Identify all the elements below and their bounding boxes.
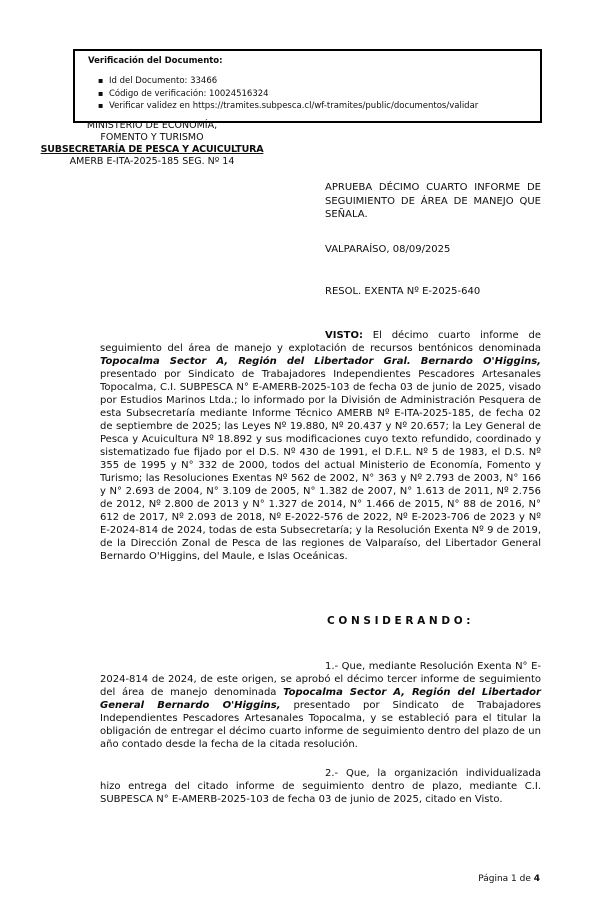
paragraph-1-text-a: 1.- Que, mediante Resolución Exenta N° E-2024-814 de 2024, de este origen, se aprobó el décimo tercer informe de seguimiento del área de manejo denominada [100,661,541,698]
page-footer [478,874,540,884]
ministry-line-1: MINISTERIO DE ECONOMÍA, [86,120,218,131]
ministry-line-2: FOMENTO Y TURISMO [100,132,204,143]
amerb-area-name: Topocalma Sector A, Región del Libertador General Bernardo O'Higgins, [100,687,541,711]
page-number-label: Página 1 de [478,874,534,884]
verification-item-code [98,88,532,101]
visto-text-a: El décimo cuarto informe de seguimiento del área de manejo y explotación de recursos bentónicos denominada [100,330,541,354]
bullet-icon: ▪ [98,76,104,85]
amerb-area-name: Topocalma Sector A, Región del Libertador Gral. Bernardo O'Higgins, [100,356,541,367]
visto-paragraph [100,329,541,563]
place-date: VALPARAÍSO, 08/09/2025 [325,244,451,255]
paragraph-2-text: 2.- Que, la organización individualizada hizo entrega del citado informe de seguimiento dentro de plazo, mediante C.I. SUBPESCA N° E-AMERB-2025-103 de fecha 03 de junio de 2025, citado en Visto. [100,768,541,805]
verification-item-text: Verificar validez en https://tramites.subpesca.cl/wf-tramites/public/documentos/validar [109,101,479,111]
verification-item-url [98,100,532,113]
considerando-heading: C O N S I D E R A N D O : [327,615,471,627]
visto-label: VISTO: [325,330,363,341]
visto-text-b: presentado por Sindicato de Trabajadores Independientes Pescadores Artesanales Topocalma, C.I. SUBPESCA N° E-AMERB-2025-103 de fecha 03 de junio de 2025, visado por Estudios Marinos Ltda.; lo informado por la División de Administración Pesquera de esta Subsecretaría mediante Informe Técnico AMERB Nº E-ITA-2025-185, de fecha 02 de septiembre de 2025; las Leyes Nº 19.880, Nº 20.437 y Nº 20.657; la Ley General de Pesca y Acuicultura Nº 18.892 y sus modificaciones cuyo texto refundido, coordinado y sistematizado fue fijado por el D.S. Nº 430 de 1991, el D.F.L. Nº 5 de 1983, el D.S. Nº 355 de 1995 y N° 332 de 2000, todos del actual Ministerio de Economía, Fomento y Turismo; las Resoluciones Exentas Nº 562 de 2002, N° 363 y Nº 2.793 de 2003, N° 166 y N° 2.693 de 2004, N° 3.109 de 2005, N° 1.382 de 2007, N° 1.613 de 2011, Nº 2.756 de 2012, Nº 2.800 de 2013 y N° 1.327 de 2014, N° 1.466 de 2015, N° 88 de 2016, N° 612 de 2017, Nº 2.093 de 2018, Nº E-2022-576 de 2022, Nº E-2023-706 de 2023 y Nº E-2024-814 de 2024, todas de esta Subsecretaría; y la Resolución Exenta Nº 9 de 2019, de la Dirección Zonal de Pesca de las regiones de Valparaíso, del Libertador General Bernardo O'Higgins, del Maule, e Islas Oceánicas. [100,369,541,562]
amerb-reference: AMERB E-ITA-2025-185 SEG. Nº 14 [69,156,235,167]
verification-title: Verificación del Documento: [88,56,223,66]
verification-list [88,75,532,113]
verification-box [73,49,542,123]
bullet-icon: ▪ [98,101,104,110]
resolution-subject: APRUEBA DÉCIMO CUARTO INFORME DE SEGUIMIENTO DE ÁREA DE MANEJO QUE SEÑALA. [325,182,541,220]
verification-item-document-id [98,75,532,88]
considerando-paragraph-1 [100,660,541,751]
resolution-number: RESOL. EXENTA Nº E-2025-640 [325,286,481,297]
letterhead [38,120,266,168]
page-total: 4 [533,874,540,884]
subsecretaria-line: SUBSECRETARÍA DE PESCA Y ACUICULTURA [40,144,264,155]
verification-item-text: Id del Documento: 33466 [109,76,218,86]
verification-item-text: Código de verificación: 10024516324 [109,88,269,99]
paragraph-1-text-b: presentado por Sindicato de Trabajadores Independientes Pescadores Artesanales Topocalma, y se estableció para el titular la obligación de entregar el décimo cuarto informe de seguimiento dentro del plazo de un año contado desde la fecha de la citada resolución. [100,700,542,750]
considerando-paragraph-2 [100,767,541,806]
bullet-icon: ▪ [98,88,104,98]
